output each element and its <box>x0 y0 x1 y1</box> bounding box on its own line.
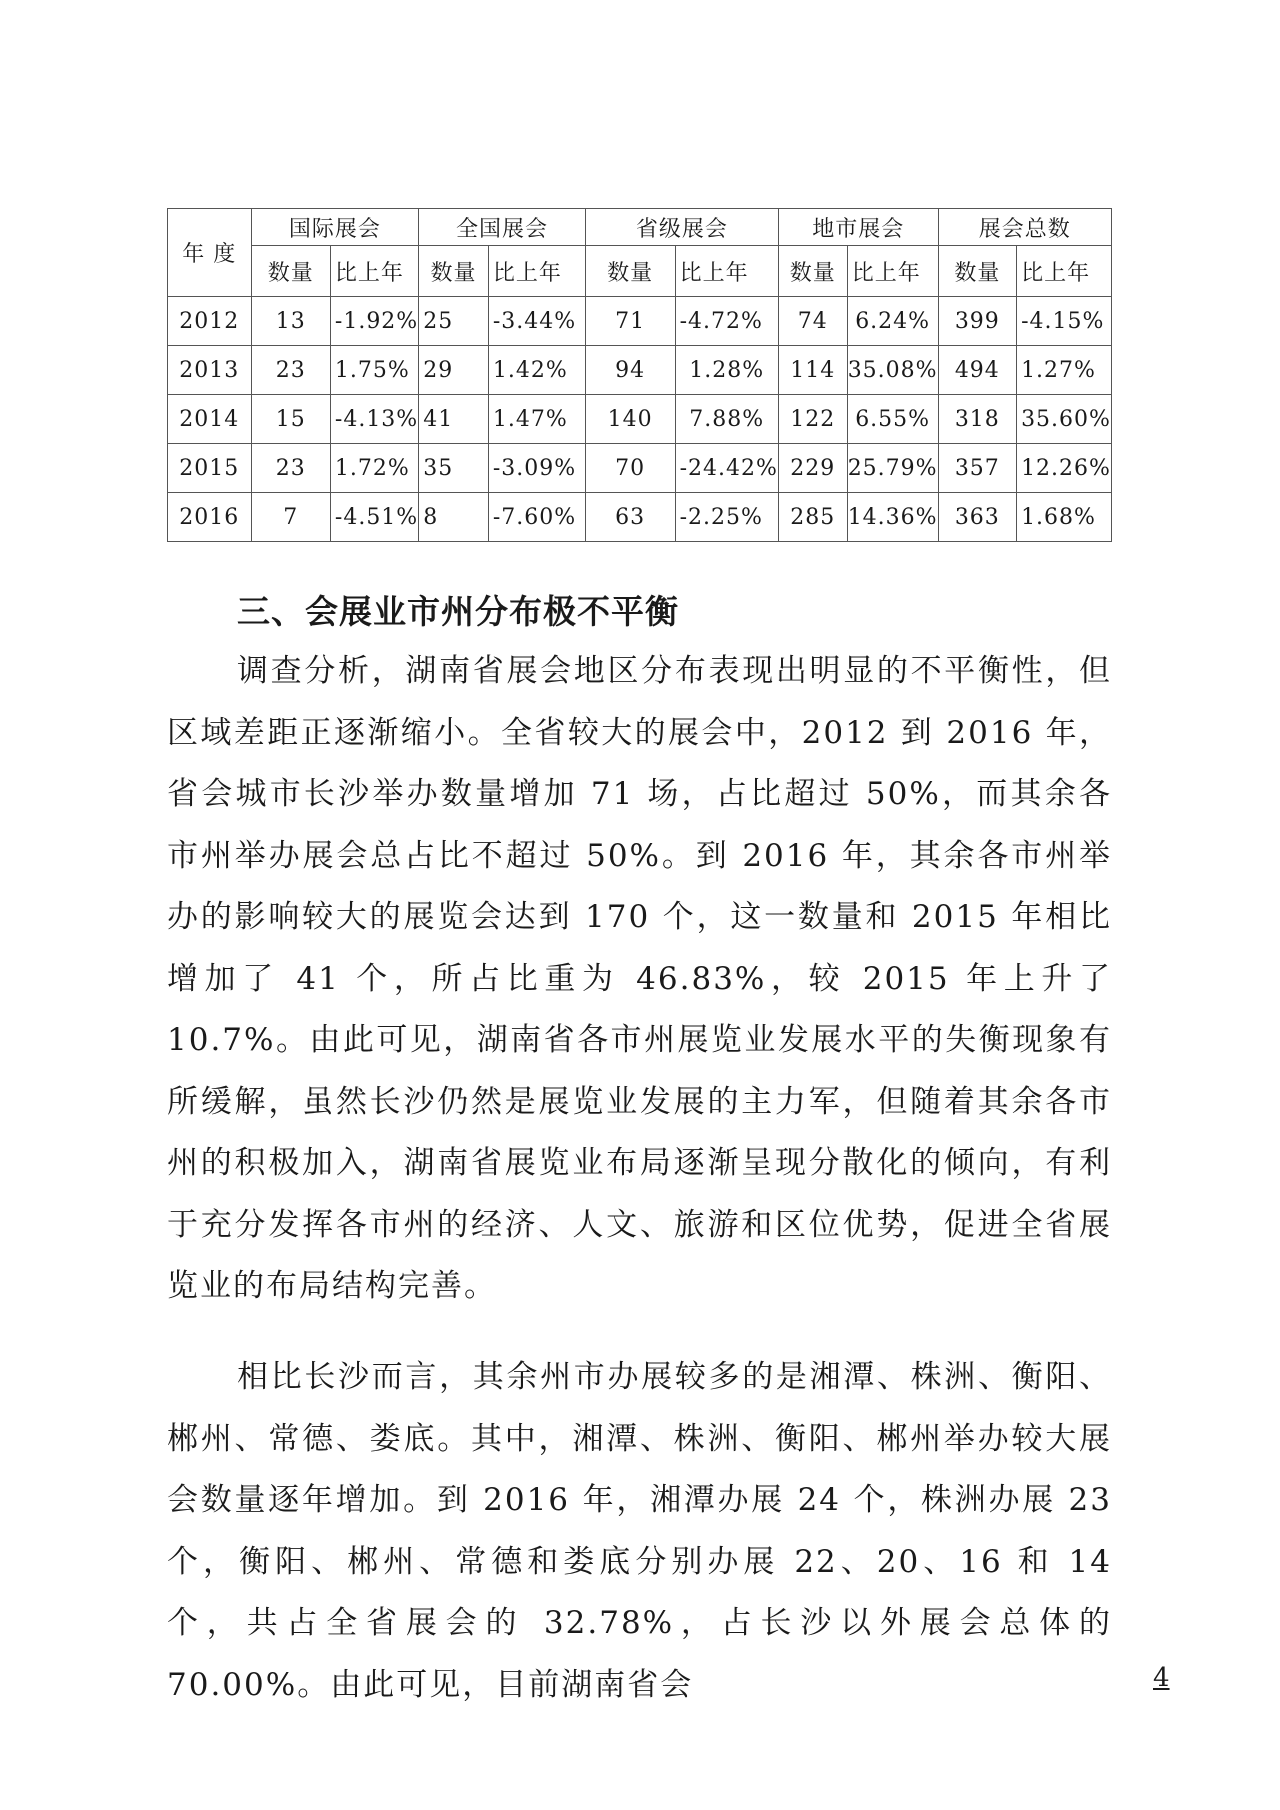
count-cell: 15 <box>251 395 330 444</box>
group-header-municipal: 地市展会 <box>778 209 938 246</box>
exhibition-statistics-table <box>167 208 1112 542</box>
change-cell: 6.24% <box>847 297 938 346</box>
table-row <box>168 493 1112 542</box>
change-cell: 12.26% <box>1017 444 1112 493</box>
year-cell: 2012 <box>168 297 252 346</box>
year-cell: 2014 <box>168 395 252 444</box>
body-paragraph: 调查分析，湖南省展会地区分布表现出明显的不平衡性，但区域差距正逐渐缩小。全省较大的展会中，2012 到 2016 年，省会城市长沙举办数量增加 71 场，占比超过 50%，而其余各市州举办展会总占比不超过 50%。到 2016 年，其余各市州举办的影响较大的展览会达到 170 个，这一数量和 2015 年相比增加了 41 个，所占比重为 46.83%，较 2015 年上升了 10.7%。由此可见，湖南省各市州展览业发展水平的失衡现象有所缓解，虽然长沙仍然是展览业发展的主力军，但随着其余各市州的积极加入，湖南省展览业布局逐渐呈现分散化的倾向，有利于充分发挥各市州的经济、人文、旅游和区位优势，促进全省展览业的布局结构完善。 <box>167 653 1112 1304</box>
change-cell: -3.09% <box>488 444 585 493</box>
table-row <box>168 297 1112 346</box>
section-heading: 三、会展业市州分布极不平衡 <box>237 592 679 631</box>
subheader-count: 数量 <box>585 246 675 297</box>
count-cell: 70 <box>585 444 675 493</box>
subheader-change: 比上年 <box>675 246 778 297</box>
change-cell: -24.42% <box>675 444 778 493</box>
count-cell: 285 <box>778 493 847 542</box>
count-cell: 8 <box>419 493 489 542</box>
count-cell: 357 <box>938 444 1016 493</box>
table-row <box>168 395 1112 444</box>
change-cell: 35.60% <box>1017 395 1112 444</box>
change-cell: 1.42% <box>488 346 585 395</box>
year-cell: 2015 <box>168 444 252 493</box>
count-cell: 63 <box>585 493 675 542</box>
change-cell: 1.27% <box>1017 346 1112 395</box>
count-cell: 23 <box>251 444 330 493</box>
table-header-row <box>168 209 1112 246</box>
change-cell: 1.28% <box>675 346 778 395</box>
count-cell: 41 <box>419 395 489 444</box>
change-cell: 7.88% <box>675 395 778 444</box>
subheader-count: 数量 <box>938 246 1016 297</box>
count-cell: 94 <box>585 346 675 395</box>
count-cell: 7 <box>251 493 330 542</box>
change-cell: 1.75% <box>330 346 418 395</box>
count-cell: 140 <box>585 395 675 444</box>
count-cell: 71 <box>585 297 675 346</box>
count-cell: 494 <box>938 346 1016 395</box>
subheader-change: 比上年 <box>1017 246 1112 297</box>
count-cell: 29 <box>419 346 489 395</box>
change-cell: -2.25% <box>675 493 778 542</box>
subheader-change: 比上年 <box>847 246 938 297</box>
table-subheader-row <box>168 246 1112 297</box>
count-cell: 74 <box>778 297 847 346</box>
subheader-count: 数量 <box>251 246 330 297</box>
change-cell: -4.13% <box>330 395 418 444</box>
count-cell: 35 <box>419 444 489 493</box>
group-header-national: 全国展会 <box>419 209 586 246</box>
change-cell: -4.51% <box>330 493 418 542</box>
change-cell: 6.55% <box>847 395 938 444</box>
group-header-international: 国际展会 <box>251 209 419 246</box>
change-cell: 35.08% <box>847 346 938 395</box>
year-cell: 2013 <box>168 346 252 395</box>
table-row <box>168 444 1112 493</box>
change-cell: -1.92% <box>330 297 418 346</box>
subheader-change: 比上年 <box>330 246 418 297</box>
count-cell: 318 <box>938 395 1016 444</box>
change-cell: 1.68% <box>1017 493 1112 542</box>
count-cell: 25 <box>419 297 489 346</box>
count-cell: 399 <box>938 297 1016 346</box>
count-cell: 13 <box>251 297 330 346</box>
group-header-total: 展会总数 <box>938 209 1111 246</box>
change-cell: 14.36% <box>847 493 938 542</box>
change-cell: -3.44% <box>488 297 585 346</box>
count-cell: 114 <box>778 346 847 395</box>
table-row <box>168 346 1112 395</box>
subheader-change: 比上年 <box>488 246 585 297</box>
body-paragraph: 相比长沙而言，其余州市办展较多的是湘潭、株洲、衡阳、郴州、常德、娄底。其中，湘潭、株洲、衡阳、郴州举办较大展会数量逐年增加。到 2016 年，湘潭办展 24 个，株洲办展 23 个，衡阳、郴州、常德和娄底分别办展 22、20、16 和 14 个，共占全省展会的 32.78%，占长沙以外展会总体的 70.00%。由此可见，目前湖南省会 <box>167 1359 1112 1703</box>
change-cell: -4.72% <box>675 297 778 346</box>
group-header-provincial: 省级展会 <box>585 209 778 246</box>
year-cell: 2016 <box>168 493 252 542</box>
change-cell: 25.79% <box>847 444 938 493</box>
count-cell: 23 <box>251 346 330 395</box>
change-cell: -7.60% <box>488 493 585 542</box>
change-cell: 1.47% <box>488 395 585 444</box>
count-cell: 229 <box>778 444 847 493</box>
year-header: 年 度 <box>168 209 252 297</box>
change-cell: -4.15% <box>1017 297 1112 346</box>
count-cell: 122 <box>778 395 847 444</box>
subheader-count: 数量 <box>419 246 489 297</box>
subheader-count: 数量 <box>778 246 847 297</box>
change-cell: 1.72% <box>330 444 418 493</box>
count-cell: 363 <box>938 493 1016 542</box>
page-number: 4 <box>1153 1663 1170 1693</box>
